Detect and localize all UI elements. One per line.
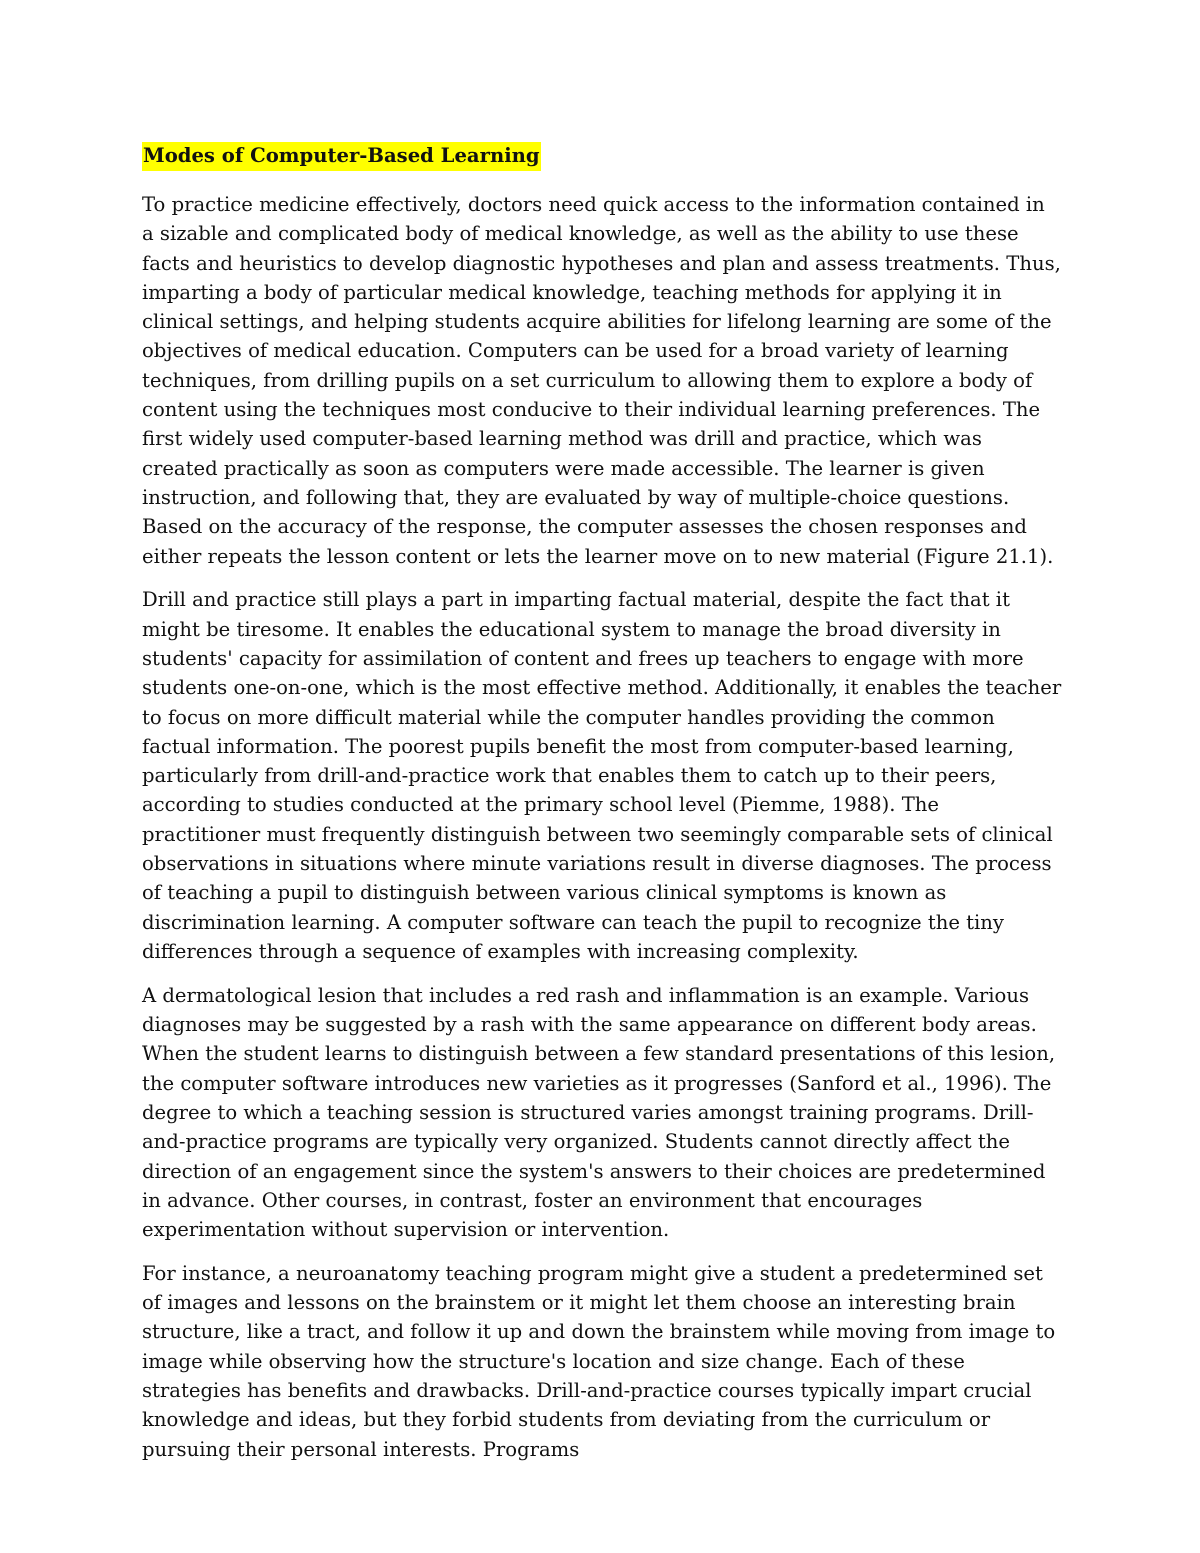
highlighted-title: Modes of Computer-Based Learning — [142, 142, 541, 171]
section-heading — [142, 138, 1062, 174]
paragraph-3: A dermatological lesion that includes a red rash and inflammation is an example. Various diagnoses may be suggested by a rash with the same appearance on different body areas. When the student learns to distinguish between a few standard presentations of this lesion, the computer software introduces new varieties as it progresses (Sanford et al., 1996). The degree to which a teaching session is structured varies amongst training programs. Drill-and-practice programs are typically very organized. Students cannot directly affect the direction of an engagement since the system's answers to their choices are predetermined in advance. Other courses, in contrast, foster an environment that encourages experimentation without supervision or intervention. — [142, 983, 1056, 1242]
document-body — [142, 138, 1062, 1478]
paragraph-1: To practice medicine effectively, doctors need quick access to the information contained in a sizable and complicated body of medical knowledge, as well as the ability to use these facts and heuristics to develop diagnostic hypotheses and plan and assess treatments. Thus, imparting a body of particular medical knowledge, teaching methods for applying it in clinical settings, and helping students acquire abilities for lifelong learning are some of the objectives of medical education. Computers can be used for a broad variety of learning techniques, from drilling pupils on a set curriculum to allowing them to explore a body of content using the techniques most conducive to their individual learning preferences. The first widely used computer-based learning method was drill and practice, which was created practically as soon as computers were made accessible. The learner is given instruction, and following that, they are evaluated by way of multiple-choice questions. Based on the accuracy of the response, the computer assesses the chosen responses and either repeats the lesson content or lets the learner move on to new material (Figure 21.1). — [142, 193, 1061, 568]
paragraph-4: For instance, a neuroanatomy teaching program might give a student a predetermined set of images and lessons on the brainstem or it might let them choose an interesting brain structure, like a tract, and follow it up and down the brainstem while moving from image to image while observing how the structure's location and size change. Each of these strategies has benefits and drawbacks. Drill-and-practice courses typically impart crucial knowledge and ideas, but they forbid students from deviating from the curriculum or pursuing their personal interests. Programs — [142, 1261, 1056, 1461]
paragraph-2: Drill and practice still plays a part in imparting factual material, despite the fact that it might be tiresome. It enables the educational system to manage the broad diversity in students' capacity for assimilation of content and frees up teachers to engage with more students one-on-one, which is the most effective method. Additionally, it enables the teacher to focus on more difficult material while the computer handles providing the common factual information. The poorest pupils benefit the most from computer-based learning, particularly from drill-and-practice work that enables them to catch up to their peers, according to studies conducted at the primary school level (Piemme, 1988). The practitioner must frequently distinguish between two seemingly comparable sets of clinical observations in situations where minute variations result in diverse diagnoses. The process of teaching a pupil to distinguish between various clinical symptoms is known as discrimination learning. A computer software can teach the pupil to recognize the tiny differences through a sequence of examples with increasing complexity. — [142, 588, 1062, 963]
